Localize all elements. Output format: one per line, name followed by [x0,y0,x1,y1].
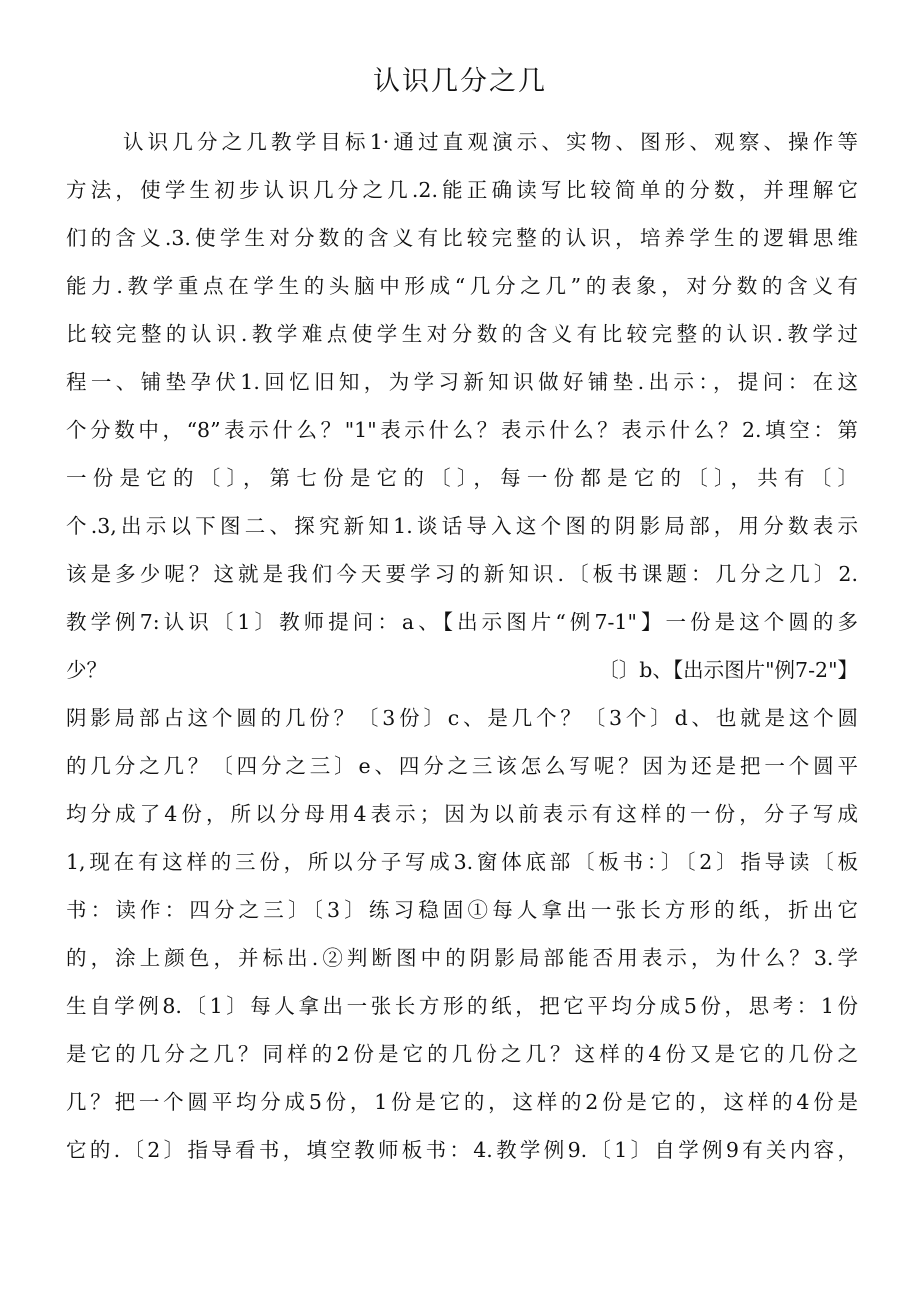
paragraph-line: 几？把一个圆平均分成5份，1份是它的，这样的2份是它的，这样的4份是 [66,1090,858,1114]
paragraph-split-line [66,646,858,694]
document-title: 认识几分之几 [373,66,547,97]
paragraph-line: 方法，使学生初步认识几分之几.2.能正确读写比较简单的分数，并理解它 [66,178,858,202]
paragraph-line: 是它的几分之几？同样的2份是它的几份之几？这样的4份又是它的几份之 [66,1042,858,1066]
paragraph-line: 均分成了4份，所以分母用4表示；因为以前表示有这样的一份，分子写成 [66,802,858,826]
paragraph-line: 个分数中，“8”表示什么？"1"表示什么？表示什么？表示什么？2.填空：第 [66,418,858,442]
paragraph-line: 程一、铺垫孕伏1.回忆旧知，为学习新知识做好铺垫.出示：，提问：在这 [66,370,858,394]
paragraph-line: 们的含义.3.使学生对分数的含义有比较完整的认识，培养学生的逻辑思维 [66,226,858,250]
paragraph-line: 的几分之几？〔四分之三〕e、四分之三该怎么写呢？因为还是把一个圆平 [66,754,858,778]
paragraph-line: 比较完整的认识.教学难点使学生对分数的含义有比较完整的认识.教学过 [66,322,858,346]
paragraph-line: 1,现在有这样的三份，所以分子写成3.窗体底部〔板书：〕〔2〕指导读〔板 [66,850,858,874]
paragraph-line: 的，涂上颜色，并标出.②判断图中的阴影局部能否用表示，为什么？3.学 [66,946,858,970]
paragraph-line: 能力.教学重点在学生的头脑中形成“几分之几”的表象，对分数的含义有 [66,274,858,298]
paragraph-line: 一份是它的〔〕，第七份是它的〔〕，每一份都是它的〔〕，共有〔〕 [66,466,858,490]
document-body [66,118,858,1174]
paragraph-line: 该是多少呢？这就是我们今天要学习的新知识.〔板书课题：几分之几〕2. [66,562,858,586]
paragraph-line: 生自学例8.〔1〕每人拿出一张长方形的纸，把它平均分成5份，思考：1份 [66,994,858,1018]
paragraph-line: 教学例7:认识〔1〕教师提问：a、【出示图片“例7-1"】一份是这个圆的多 [66,610,858,634]
split-line-left: 少？ [66,658,107,682]
paragraph-line: 阴影局部占这个圆的几份？〔3份〕c、是几个？〔3个〕d、也就是这个圆 [66,706,858,730]
paragraph-line: 它的.〔2〕指导看书，填空教师板书：4.教学例9.〔1〕自学例9有关内容， [66,1138,858,1162]
paragraph-line: 书：读作：四分之三〕〔3〕练习稳固①每人拿出一张长方形的纸，折出它 [66,898,858,922]
paragraph-line: 个.3,出示以下图二、探究新知1.谈话导入这个图的阴影局部，用分数表示 [66,514,858,538]
split-line-right: 〔〕b、【出示图片"例7-2"】 [598,658,858,682]
paragraph-line: 认识几分之几教学目标1·通过直观演示、实物、图形、观察、操作等 [123,130,858,154]
